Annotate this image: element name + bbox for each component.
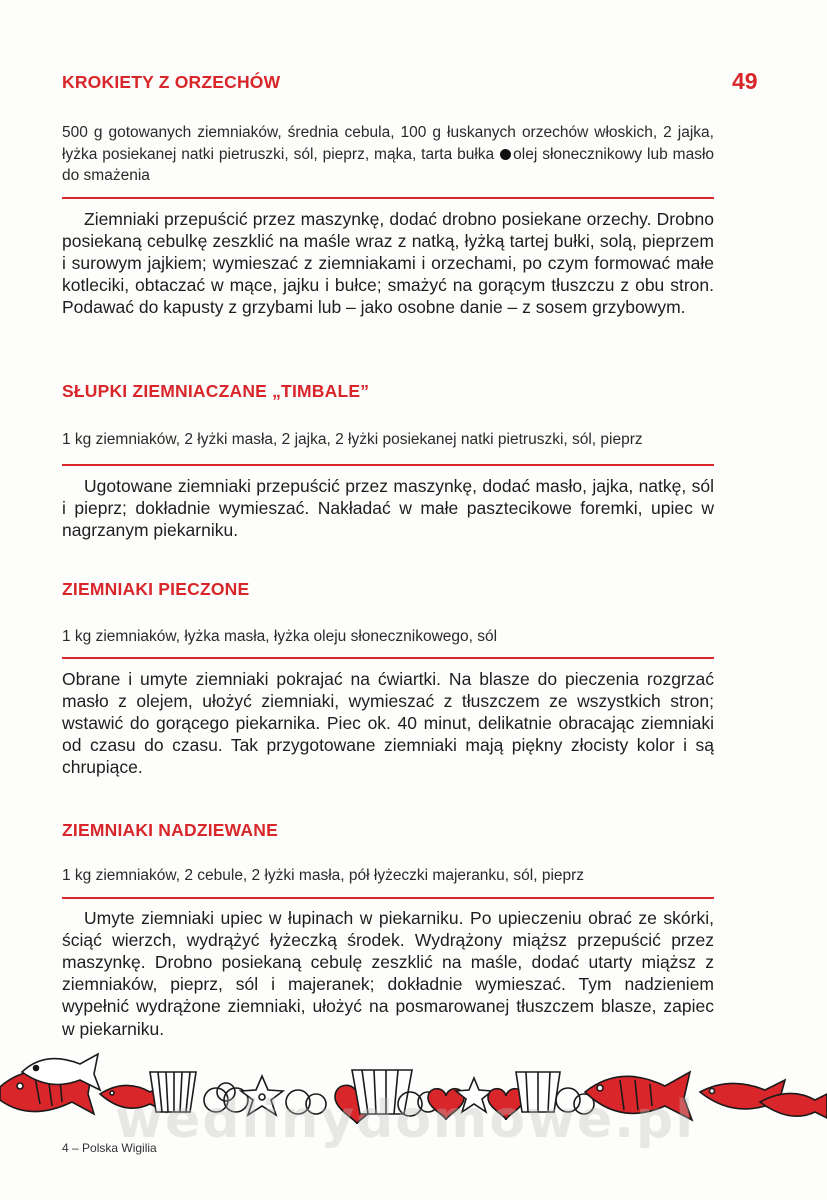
fish-icon	[760, 1093, 827, 1118]
recipe-title: ZIEMNIAKI NADZIEWANE	[62, 820, 278, 840]
divider	[62, 897, 714, 899]
ingredients-text: 500 g gotowanych ziemniaków, średnia cebula, 100 g łuskanych orzechów włoskich, 2 jajka, łyżka posiekanej natki pietruszki, sól, pieprz, mąka, tarta bułka	[62, 124, 714, 163]
divider	[62, 657, 714, 659]
recipe-method: Obrane i umyte ziemniaki pokrajać na ćwiartki. Na blasze do pieczenia rozgrzać masło z olejem, ułożyć ziemniaki, wymieszać z tłuszczem ze wszystkich stron; wstawić do gorącego piekarnika. Piec ok. 40 minut, delikatnie obracając ziemniaki od czasu do czasu. Tak przygotowane ziemniaki mają piękny złocisty kolor i są chrupiące.	[62, 668, 714, 778]
recipe-ingredients	[62, 122, 714, 187]
bullet-icon	[500, 149, 511, 160]
ingredients-extra: olej słonecznikowy lub masło do smażenia	[62, 145, 715, 184]
page-number: 49	[732, 68, 758, 94]
recipe-slupki	[62, 381, 714, 541]
divider	[62, 197, 714, 199]
divider	[62, 464, 714, 466]
recipe-ingredients: 1 kg ziemniaków, 2 łyżki masła, 2 jajka, 2 łyżki posiekanej natki pietruszki, sól, pieprz	[62, 431, 643, 448]
watermark: wedlinydomowe.pl	[115, 1090, 696, 1150]
recipe-method: Ziemniaki przepuścić przez maszynkę, dodać drobno posiekane orzechy. Drobno posiekaną cebulkę zeszklić na maśle wraz z natką, łyżką tartej bułki, solą, pieprzem i surowym jajkiem; wymieszać z ziemniakami i orzechami, po czym formować małe kotleciki, obtaczać w mące, jajku i bułce; smażyć na gorącym tłuszczu z obu stron. Podawać do kapusty z grzybami lub – jako osobne danie – z sosem grzybowym.	[62, 208, 714, 318]
recipe-ingredients: 1 kg ziemniaków, łyżka masła, łyżka oleju słonecznikowego, sól	[62, 628, 498, 645]
recipe-ziemniaki-nadziewane	[62, 820, 714, 1040]
recipe-method: Umyte ziemniaki upiec w łupinach w piekarniku. Po upieczeniu obrać ze skórki, ściąć wierzch, wydrążyć łyżeczką środek. Wydrążony miąższ przepuścić przez maszynkę. Drobno posiekaną cebulę zeszklić na maśle, dodać utarty miąższ z ziemniaków, pieprz, sól i majeranek; dokładnie wymieszać. Tym nadzieniem wypełnić wydrążone ziemniaki, ułożyć na posmarowanej tłuszczem blasze, zapiec w piekarniku.	[62, 907, 714, 1039]
footer-caption: 4 – Polska Wigilia	[62, 1141, 157, 1155]
recipe-title: SŁUPKI ZIEMNIACZANE „TIMBALE”	[62, 381, 370, 401]
recipe-ingredients: 1 kg ziemniaków, 2 cebule, 2 łyżki masła, pół łyżeczki majeranku, sól, pieprz	[62, 867, 585, 884]
recipe-title: KROKIETY Z ORZECHÓW	[62, 72, 281, 92]
recipe-ziemniaki-pieczone	[62, 579, 714, 779]
recipe-title: ZIEMNIAKI PIECZONE	[62, 579, 250, 599]
recipe-krokiety	[62, 72, 714, 319]
recipe-method: Ugotowane ziemniaki przepuścić przez maszynkę, dodać masło, jajka, natkę, sól i pieprz; dokładnie wymieszać. Nakładać w małe pasztecikowe foremki, upiec w nagrzanym piekarniku.	[62, 475, 714, 540]
